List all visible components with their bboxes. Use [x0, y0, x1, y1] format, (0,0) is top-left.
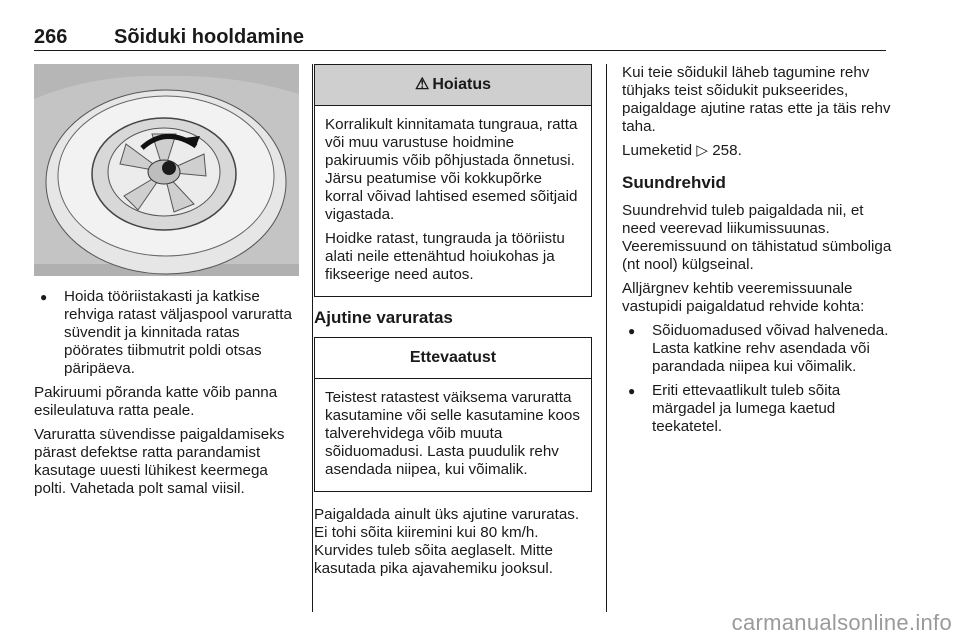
col1-bullet-list [34, 288, 299, 378]
spare-wheel-illustration [34, 64, 299, 276]
caution-paragraph: Teistest ratastest väiksema varuratta kasutamine või selle kasutamine koos talverehvidega võib muuta sõiduomadusi. Lasta puudulik rehv asendada niipea, kui võimalik. [325, 389, 580, 478]
col1-paragraph-1: Pakiruumi põranda katte võib panna esileulatuva ratta peale. [34, 384, 278, 419]
page-reference-arrow-icon: ▷ [696, 142, 708, 159]
column-divider-1 [312, 64, 313, 612]
col3-paragraph-2: Suundrehvid tuleb paigaldada nii, et need veerevad liikumissuunas. Veeremissuund on tähistatud sümboliga (nt nool) külgseinal. [622, 202, 892, 273]
page-header [34, 26, 886, 52]
col2-paragraph: Paigaldada ainult üks ajutine varuratas. Ei tohi sõita kiiremini kui 80 km/h. Kurvides tuleb sõita aeglaselt. Mitte kasutada pika ajavahemiku jooksul. [314, 506, 580, 577]
caution-body [315, 379, 591, 491]
col3-paragraph-3: Alljärgnev kehtib veeremissuunale vastupidi paigaldatud rehvide kohta: [622, 280, 865, 315]
section-heading-temporary-spare: Ajutine varuratas [314, 308, 453, 327]
col3-paragraph-1: Kui teie sõidukil läheb tagumine rehv tühjaks teist sõidukit pukseerides, paigaldage ajutine ratas ette ja täis rehv taha. [622, 64, 891, 135]
spare-wheel-drawing [34, 64, 299, 276]
warning-title: Hoiatus [432, 76, 491, 93]
cross-reference [622, 142, 892, 160]
column-2 [314, 64, 592, 584]
page-title: Sõiduki hooldamine [114, 26, 305, 48]
column-1 [34, 64, 299, 504]
caution-box [314, 337, 592, 492]
page-number: 266 [34, 26, 68, 48]
warning-triangle-icon: ⚠ [414, 76, 430, 93]
warning-body [315, 106, 591, 296]
warning-box [314, 64, 592, 297]
col3-bullet-list [622, 322, 892, 436]
col1-paragraph-2: Varuratta süvendisse paigaldamiseks pärast defektse ratta parandamist kasutage uuesti lühikest keermega polti. Vahetada polt samal viisil. [34, 426, 285, 497]
column-3 [622, 64, 892, 442]
caution-header [315, 338, 591, 379]
header-rule [34, 50, 886, 51]
warning-paragraph-2: Hoidke ratast, tungrauda ja tööriistu alati neile ettenähtud hoiukohas ja fikseerige need autos. [325, 230, 565, 283]
list-item: ● Eriti ettevaatlikult tuleb sõita märgadel ja lumega kaetud teekatetel. [622, 382, 892, 436]
list-item: ● Sõiduomadused võivad halveneda. Lasta katkine rehv asendada või parandada niipea kui võimalik. [622, 322, 892, 376]
warning-paragraph-1: Korralikult kinnitamata tungraua, ratta või muu varustuse hoidmine pakiruumis võib põhjustada õnnetusi. Järsu peatumise või kokkupõrke korral võivad lahtised esemed sõitjaid vigastada. [325, 116, 578, 223]
caution-title: Ettevaatust [409, 349, 497, 366]
list-item: ● Hoida tööriistakasti ja katkise rehviga ratast väljaspool varuratta süvendit ja kinnitada ratas pöörates tiibmutrit poldi otsas päripäeva. [34, 288, 299, 378]
column-divider-2 [606, 64, 607, 612]
warning-header [315, 65, 591, 106]
watermark: carmanualsonline.info [731, 610, 952, 635]
cross-reference-page: 258. [712, 142, 742, 159]
cross-reference-text: Lumeketid [622, 142, 693, 159]
section-heading-directional-tyres: Suundrehvid [622, 173, 726, 192]
